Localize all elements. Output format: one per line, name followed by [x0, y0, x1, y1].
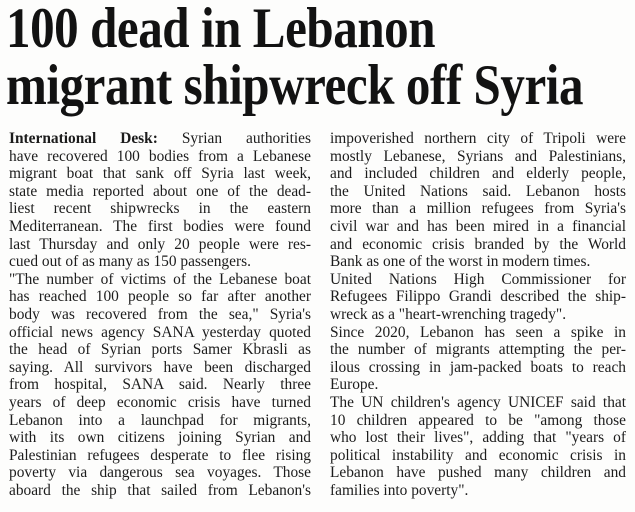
text-line: migrant boat that sank off Syria last week,: [9, 165, 311, 183]
text-line: Europe.: [330, 376, 379, 394]
text-line: the United Nations said. Lebanon hosts: [330, 182, 626, 200]
text-line: saying. All survivors have been discharged: [9, 358, 311, 376]
text-line: who lost their lives", adding that "years of: [330, 429, 626, 447]
text-line: official news agency SANA yesterday quoted: [9, 323, 311, 341]
text-line: last Thursday and only 20 people were res-: [9, 235, 311, 253]
text-line: 10 children appeared to be "among those: [330, 411, 626, 429]
text-line: years of deep economic crisis have turned: [9, 393, 311, 411]
headline: [6, 0, 635, 117]
body-column-left: [9, 130, 311, 499]
text-line: families into poverty".: [330, 481, 469, 499]
text-line: poverty via dangerous sea voyages. Those: [9, 464, 311, 482]
text-line: Since 2020, Lebanon has seen a spike in: [330, 323, 626, 341]
text-line: [9, 130, 311, 148]
text-line: Bank as one of the worst in modern times.: [330, 253, 591, 271]
headline-line-2: migrant shipwreck off Syria: [6, 54, 584, 117]
text-line: Refugees Filippo Grandi described the ship-: [330, 288, 626, 306]
text-line: state media reported about one of the dead-: [9, 182, 311, 200]
text-line: have recovered 100 bodies from a Lebanese: [9, 147, 311, 165]
text-line: The UN children's agency UNICEF said that: [330, 393, 626, 411]
text-line: cued out of as many as 150 passengers.: [9, 253, 251, 271]
dateline: International Desk:: [9, 130, 158, 147]
text-line: body was recovered from the sea," Syria's: [9, 305, 311, 323]
text-line: Mediterranean. The first bodies were found: [9, 217, 311, 235]
text-line: Lebanon have pushed many children and: [330, 464, 626, 482]
text-line: and included children and elderly people,: [330, 165, 626, 183]
text-line: Lebanon into a launchpad for migrants,: [9, 411, 311, 429]
text-line: wreck as a "heart-wrenching tragedy".: [330, 305, 567, 323]
text-line: from hospital, SANA said. Nearly three: [9, 376, 311, 394]
body-column-right: [330, 130, 626, 499]
text-line: civil war and has been mired in a financial: [330, 217, 626, 235]
text-line: United Nations High Commissioner for: [330, 270, 626, 288]
text-line: with its own citizens joining Syrian and: [9, 429, 311, 447]
text-line: ilous crossing in jam-packed boats to reach: [330, 358, 626, 376]
text-line: has reached 100 people so far after another: [9, 288, 311, 306]
text-line: the number of migrants attempting the per-: [330, 341, 626, 359]
text-line: aboard the ship that sailed from Lebanon's: [9, 481, 311, 499]
text-line: impoverished northern city of Tripoli were: [330, 130, 626, 147]
text-line: more than a million refugees from Syria's: [330, 200, 626, 218]
text-line: and economic crisis branded by the World: [330, 235, 626, 253]
text-line: political instability and economic crisis in: [330, 446, 626, 464]
headline-line-1: 100 dead in Lebanon: [6, 0, 436, 60]
text-line: liest recent shipwrecks in the eastern: [9, 200, 311, 218]
text-line: mostly Lebanese, Syrians and Palestinians,: [330, 147, 626, 165]
text-line: Palestinian refugees desperate to flee rising: [9, 446, 311, 464]
text-line: "The number of victims of the Lebanese boat: [9, 270, 311, 288]
text-line-fragment: Syrian authorities: [181, 130, 311, 147]
text-line: the head of Syrian ports Samer Kbrasli as: [9, 341, 311, 359]
